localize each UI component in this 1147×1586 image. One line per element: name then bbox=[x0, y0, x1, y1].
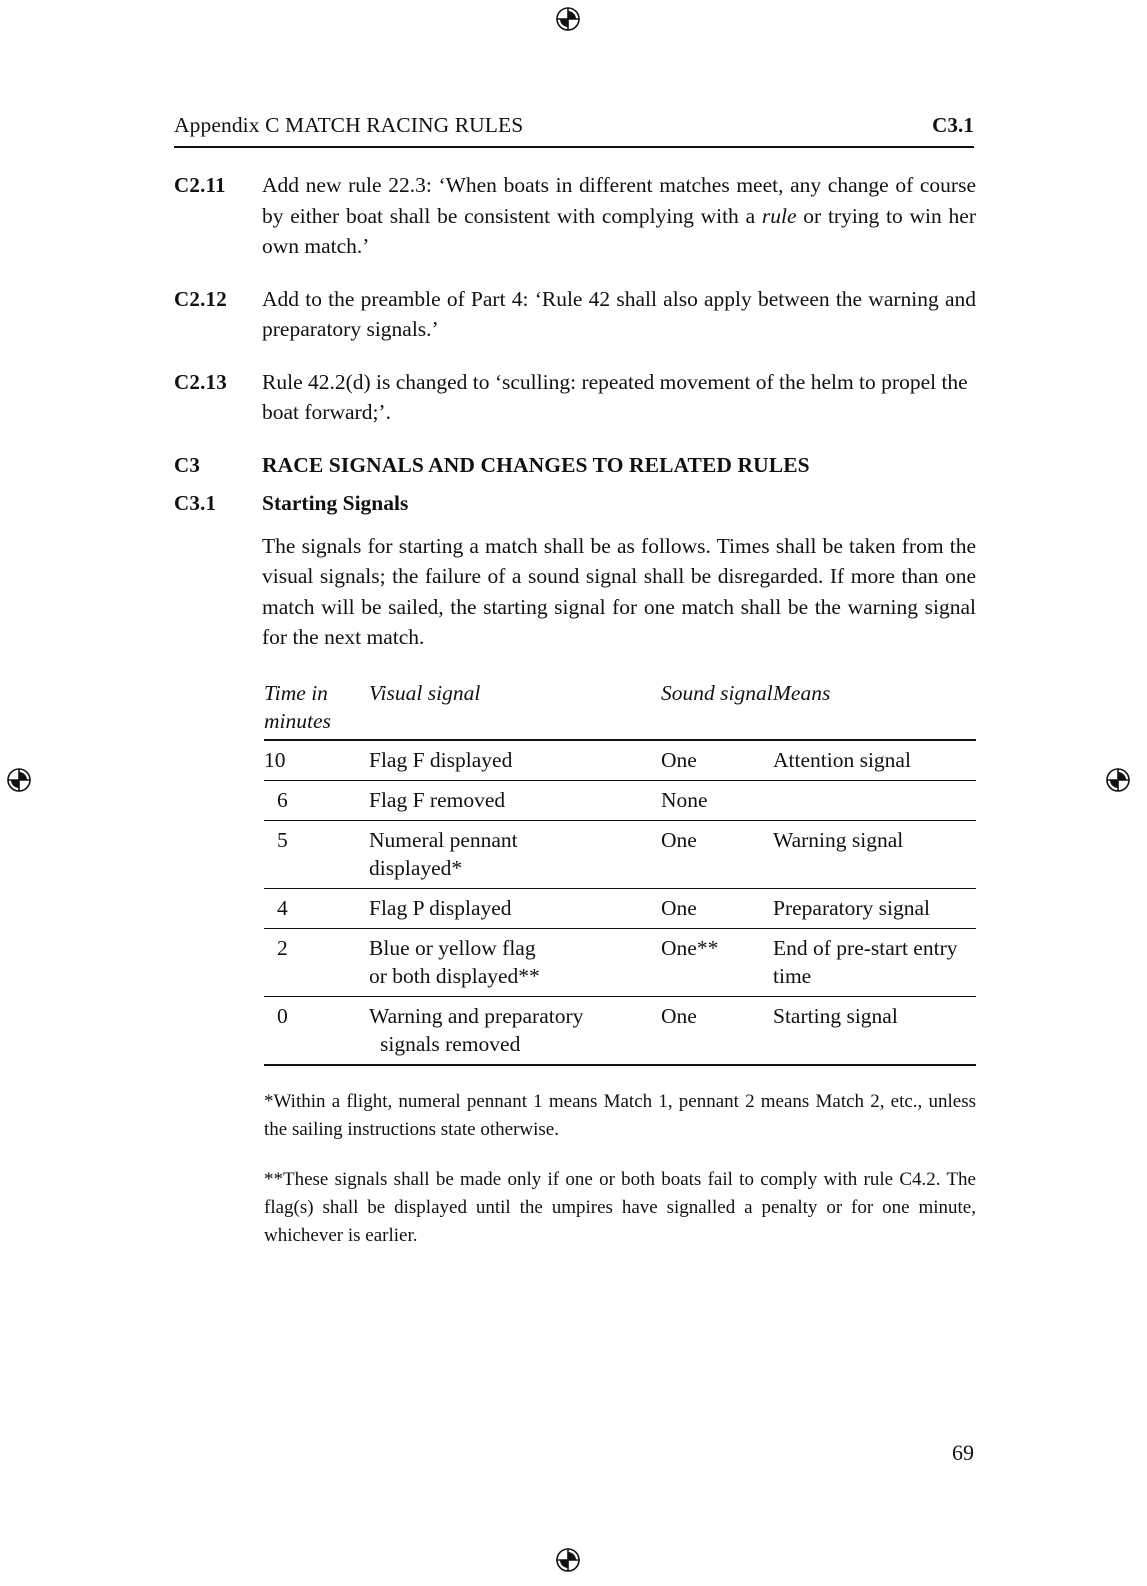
cell-time: 5 bbox=[277, 827, 288, 852]
cell-means bbox=[773, 888, 976, 928]
column-header-visual-signal: Visual signal bbox=[369, 680, 481, 705]
clause-text-before: Add new rule 22.3: ‘When boats in different matches meet, any change of course by either boat shall be consistent with complying with a bbox=[262, 173, 976, 228]
footnote-single-asterisk: *Within a flight, numeral pennant 1 means Match 1, pennant 2 means Match 2, etc., unless the sailing instructions state otherwise. bbox=[264, 1090, 976, 1140]
clause-body: Rule 42.2(d) is changed to ‘sculling: repeated movement of the helm to propel the boat forward;’. bbox=[262, 369, 968, 424]
subsection-title: Starting Signals bbox=[262, 491, 409, 515]
clause-body: Add to the preamble of Part 4: ‘Rule 42 shall also apply between the warning and preparatory signals.’ bbox=[262, 286, 976, 341]
page-content bbox=[174, 170, 976, 1250]
cell-sound-signal: One bbox=[661, 747, 697, 772]
cell-visual-line1: Flag F removed bbox=[369, 787, 506, 812]
table-row bbox=[264, 740, 976, 781]
subsection-intro-paragraph: The signals for starting a match shall be as follows. Times shall be taken from the visual signals; the failure of a sound signal shall be disregarded. If more than one match will be sailed, the starting signal for one match shall be the warning signal for the next match. bbox=[262, 533, 976, 649]
cell-means bbox=[773, 928, 976, 996]
cell-time: 6 bbox=[277, 787, 288, 812]
cell-means-line1: Preparatory signal bbox=[773, 895, 931, 920]
cell-visual-signal bbox=[369, 928, 661, 996]
section-title: RACE SIGNALS AND CHANGES TO RELATED RULES bbox=[262, 452, 810, 477]
table-row bbox=[264, 820, 976, 888]
cell-visual-line1: Flag P displayed bbox=[369, 895, 512, 920]
cell-means-line1: Warning signal bbox=[773, 827, 904, 852]
starting-signals-table bbox=[264, 679, 976, 1066]
cell-means bbox=[773, 740, 976, 781]
clause-c2-11 bbox=[174, 170, 976, 262]
cell-sound-signal: One bbox=[661, 1003, 697, 1028]
table-row bbox=[264, 996, 976, 1065]
cell-visual-signal bbox=[369, 820, 661, 888]
running-head bbox=[174, 113, 974, 138]
cell-means-line2: entry time bbox=[773, 935, 958, 988]
running-head-right: C3.1 bbox=[932, 113, 974, 137]
table-row bbox=[264, 780, 976, 820]
footnote-double-asterisk: **These signals shall be made only if one or both boats fail to comply with rule C4.2. The flag(s) shall be displayed until the umpires have signalled a penalty or for one minute, whichever is earlier. bbox=[264, 1168, 976, 1246]
table-row bbox=[264, 928, 976, 996]
clause-body bbox=[262, 170, 976, 262]
clause-label: C2.13 bbox=[174, 369, 227, 394]
table-row bbox=[264, 888, 976, 928]
header-divider bbox=[174, 146, 974, 148]
registration-mark-icon bbox=[551, 2, 585, 36]
clause-text-after: or trying to win her own match.’ bbox=[262, 203, 976, 258]
cell-means bbox=[773, 820, 976, 888]
cell-sound-signal: One** bbox=[661, 935, 719, 960]
cell-means-line1: End of pre-start bbox=[773, 935, 908, 960]
clause-italic-term: rule bbox=[761, 203, 797, 228]
registration-mark-icon bbox=[2, 763, 36, 797]
cell-visual-line1: Numeral pennant bbox=[369, 827, 518, 852]
cell-sound-signal: One bbox=[661, 895, 697, 920]
cell-visual-signal bbox=[369, 888, 661, 928]
subsection-label: C3.1 bbox=[174, 491, 217, 515]
cell-visual-signal bbox=[369, 780, 661, 820]
cell-visual-line2: or both displayed** bbox=[369, 963, 540, 988]
column-header-means: Means bbox=[773, 680, 831, 705]
column-header-sound-signal: Sound signal bbox=[661, 680, 773, 705]
cell-visual-line1: Warning and preparatory bbox=[369, 1003, 584, 1028]
cell-means bbox=[773, 780, 976, 820]
cell-means bbox=[773, 996, 976, 1065]
table-header-row bbox=[264, 679, 976, 740]
cell-sound-signal: None bbox=[661, 787, 708, 812]
cell-visual-line1: Blue or yellow flag bbox=[369, 935, 536, 960]
cell-sound-signal: One bbox=[661, 827, 697, 852]
cell-visual-signal bbox=[369, 740, 661, 781]
section-heading-c3 bbox=[174, 450, 976, 481]
clause-label: C2.12 bbox=[174, 286, 227, 311]
registration-mark-icon bbox=[1101, 763, 1135, 797]
cell-means-line1: Attention signal bbox=[773, 747, 911, 772]
cell-visual-line1: Flag F displayed bbox=[369, 747, 513, 772]
clause-c2-13 bbox=[174, 367, 976, 428]
cell-time: 2 bbox=[277, 935, 288, 960]
registration-mark-icon bbox=[551, 1543, 585, 1577]
cell-visual-line2: displayed* bbox=[369, 855, 463, 880]
clause-label: C2.11 bbox=[174, 173, 226, 197]
cell-means-line1: Starting signal bbox=[773, 1003, 898, 1028]
section-label: C3 bbox=[174, 452, 201, 477]
column-header-time: Time in minutes bbox=[264, 680, 331, 733]
subsection-heading-c3-1 bbox=[174, 488, 976, 519]
cell-visual-line2: signals removed bbox=[380, 1031, 521, 1056]
page-number: 69 bbox=[952, 1440, 974, 1465]
running-head-left: Appendix C MATCH RACING RULES bbox=[174, 113, 524, 137]
cell-time: 10 bbox=[264, 747, 286, 772]
cell-time: 4 bbox=[277, 895, 288, 920]
cell-visual-signal bbox=[369, 996, 661, 1065]
cell-time: 0 bbox=[277, 1003, 288, 1028]
clause-c2-12 bbox=[174, 284, 976, 345]
